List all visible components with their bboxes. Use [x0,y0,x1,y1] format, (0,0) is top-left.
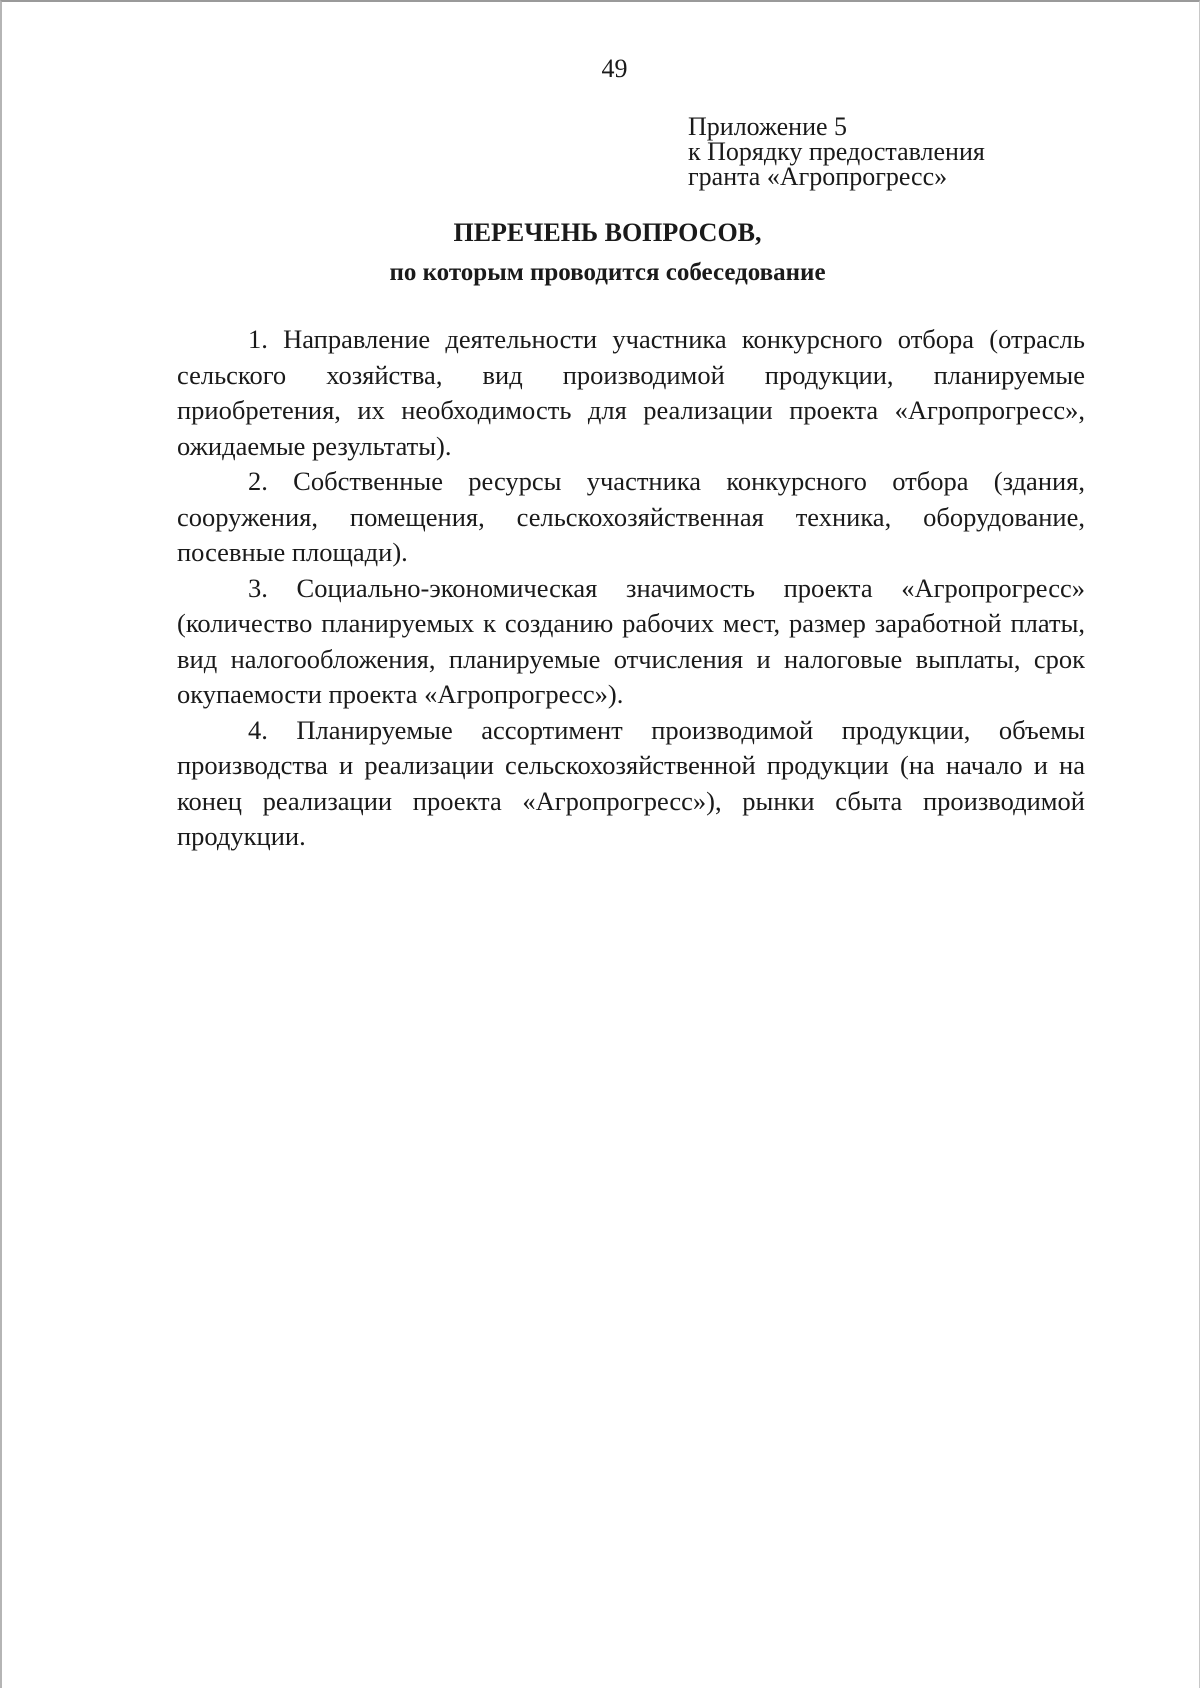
appendix-line-2: к Порядку предоставления [688,137,985,166]
question-item-1: 1. Направление деятельности участника конкурсного отбора (отрасль сельского хозяйства, вид производимой продукции, планируемые приобретения, их необходимость для реализации проекта «Агропрогресс», ожидаемые результаты). [177,324,1085,461]
document-heading [2,216,1199,290]
document-subtitle: по которым проводится собеседование [389,259,826,286]
question-item-2: 2. Собственные ресурсы участника конкурсного отбора (здания, сооружения, помещения, сельскохозяйственная техника, оборудование, посевные площади). [177,466,1085,567]
appendix-line-1: Приложение 5 [688,112,848,141]
question-list [177,322,1085,855]
appendix-line-3: гранта «Агропрогресс» [688,162,948,191]
appendix-block [688,114,985,189]
document-title: ПЕРЕЧЕНЬ ВОПРОСОВ, [453,218,762,247]
question-item-3: 3. Социально-экономическая значимость проекта «Агропрогресс» (количество планируемых к созданию рабочих мест, размер заработной платы, вид налогообложения, планируемые отчисления и налоговые выплаты, срок окупаемости проекта «Агропрогресс»). [177,572,1085,709]
page-number: 49 [601,54,628,83]
question-item-4: 4. Планируемые ассортимент производимой продукции, объемы производства и реализации сельскохозяйственной продукции (на начало и на конец реализации проекта «Агропрогресс»), рынки сбыта производимой продукции. [177,714,1085,851]
